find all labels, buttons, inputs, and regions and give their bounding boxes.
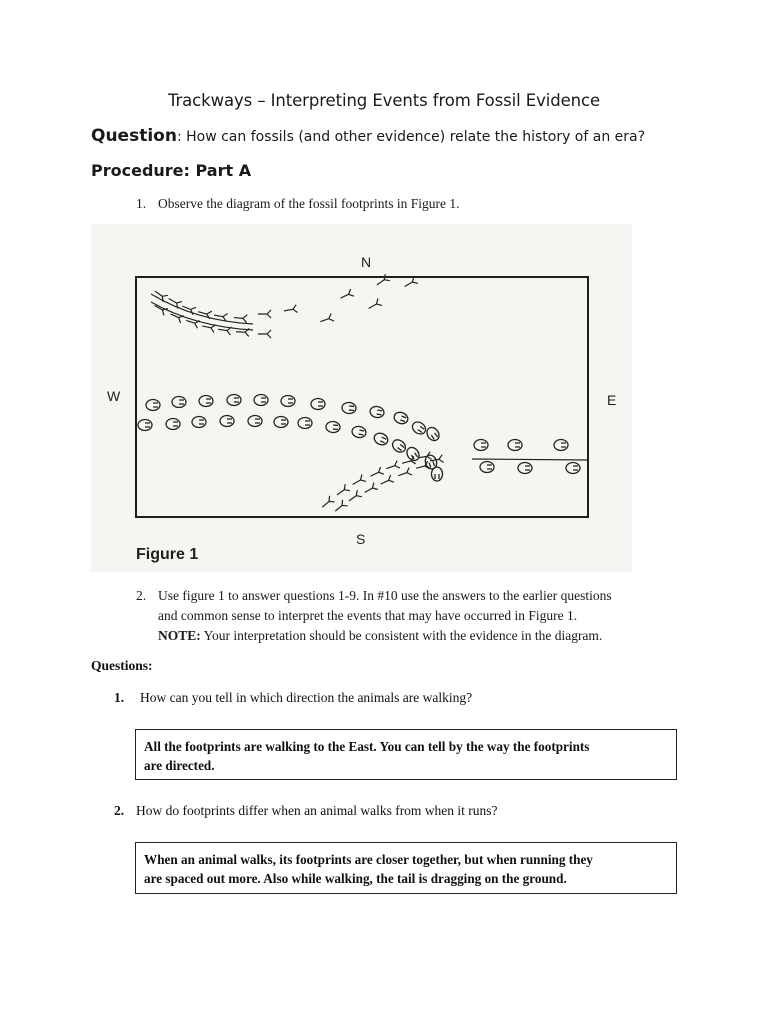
answer-box-1[interactable] [135, 729, 677, 780]
question-line [91, 126, 645, 146]
hoof-footprint [390, 437, 408, 454]
hoof-footprint [311, 399, 325, 410]
hoof-footprint [254, 395, 268, 406]
hoof-footprint [508, 440, 522, 451]
compass-east: E [607, 392, 617, 408]
hoof-footprint [220, 416, 234, 427]
step-1-text: Observe the diagram of the fossil footprints in Figure 1. [158, 196, 460, 211]
trackway-diagram [91, 224, 632, 572]
hoof-footprint [192, 417, 206, 428]
hoof-footprint [369, 405, 385, 418]
hoof-footprint [172, 397, 186, 408]
three-toed-footprint [339, 289, 354, 302]
three-toed-footprint [335, 484, 350, 498]
three-toed-footprint [333, 500, 348, 514]
three-toed-footprint [320, 496, 335, 510]
hoof-tracks [138, 395, 580, 482]
hoof-footprint [199, 396, 213, 407]
hoof-footprint [138, 420, 152, 431]
three-toed-footprint [351, 475, 366, 488]
three-toed-footprint [347, 490, 362, 504]
hoof-footprint [480, 462, 494, 473]
hoof-footprint [281, 396, 295, 407]
step-2-line-2: and common sense to interpret the events that may have occurred in Figure 1. [158, 608, 578, 623]
three-toed-footprint [363, 483, 378, 496]
hoof-footprint [424, 425, 441, 443]
question-text: : How can fossils (and other evidence) relate the history of an era? [176, 129, 646, 145]
note-label: NOTE: [158, 628, 201, 643]
hoof-footprint [351, 425, 367, 439]
question-1-number: 1. [114, 690, 125, 705]
compass-south: S [356, 531, 366, 547]
procedure-heading: Procedure: Part A [91, 161, 252, 180]
answer-2-line-1: When an animal walks, its footprints are closer together, but when running they [144, 852, 593, 867]
hoof-footprint [298, 418, 312, 429]
three-toed-footprint [385, 461, 400, 473]
document-title: Trackways – Interpreting Events from Fossil Evidence [167, 91, 601, 110]
figure-1 [91, 224, 632, 572]
hoof-footprint [410, 419, 428, 436]
three-toed-footprint [397, 468, 412, 480]
tail-drag-line [472, 459, 588, 460]
answer-1-line-2: are directed. [144, 758, 215, 773]
hoof-footprint [146, 400, 160, 411]
hoof-footprint [227, 395, 241, 406]
hoof-footprint [248, 416, 262, 427]
hoof-footprint [432, 467, 443, 481]
three-toed-tracks [153, 274, 444, 514]
three-toed-footprint [379, 475, 394, 488]
hoof-footprint [274, 417, 288, 428]
three-toed-footprint [319, 314, 334, 326]
three-toed-footprint [258, 310, 271, 318]
three-toed-footprint [367, 299, 382, 312]
three-toed-footprint [403, 277, 418, 290]
compass-west: W [107, 388, 121, 404]
three-toed-footprint [283, 305, 297, 315]
step-2-line-1: Use figure 1 to answer questions 1-9. In #10 use the answers to the earlier questions [158, 588, 612, 603]
step-2-number: 2. [136, 588, 147, 603]
hoof-footprint [554, 440, 568, 451]
hoof-footprint [393, 410, 410, 425]
three-toed-footprint [234, 314, 248, 323]
questions-heading: Questions: [91, 658, 153, 673]
hoof-footprint [474, 440, 488, 451]
question-1-text: How can you tell in which direction the animals are walking? [140, 690, 473, 705]
question-2-number: 2. [114, 803, 125, 818]
question-2-text: How do footprints differ when an animal walks from when it runs? [136, 803, 498, 818]
hoof-footprint [518, 463, 532, 474]
hoof-footprint [566, 463, 580, 474]
hoof-footprint [166, 419, 180, 430]
compass-north: N [361, 254, 372, 270]
hoof-footprint [326, 421, 341, 433]
question-label: Question [91, 126, 177, 146]
three-toed-footprint [258, 330, 271, 338]
answer-box-2[interactable] [135, 842, 677, 894]
step-1-number: 1. [136, 196, 147, 211]
hoof-footprint [404, 445, 421, 463]
answer-2-line-2: are spaced out more. Also while walking, the tail is dragging on the ground. [144, 871, 567, 886]
three-toed-footprint [369, 467, 384, 480]
hoof-footprint [372, 431, 389, 447]
note-text: Your interpretation should be consistent with the evidence in the diagram. [200, 628, 603, 643]
answer-1-line-1: All the footprints are walking to the East. You can tell by the way the footprints [144, 739, 590, 754]
figure-caption: Figure 1 [136, 546, 199, 563]
hoof-footprint [342, 402, 357, 414]
step-2-note [158, 626, 602, 646]
